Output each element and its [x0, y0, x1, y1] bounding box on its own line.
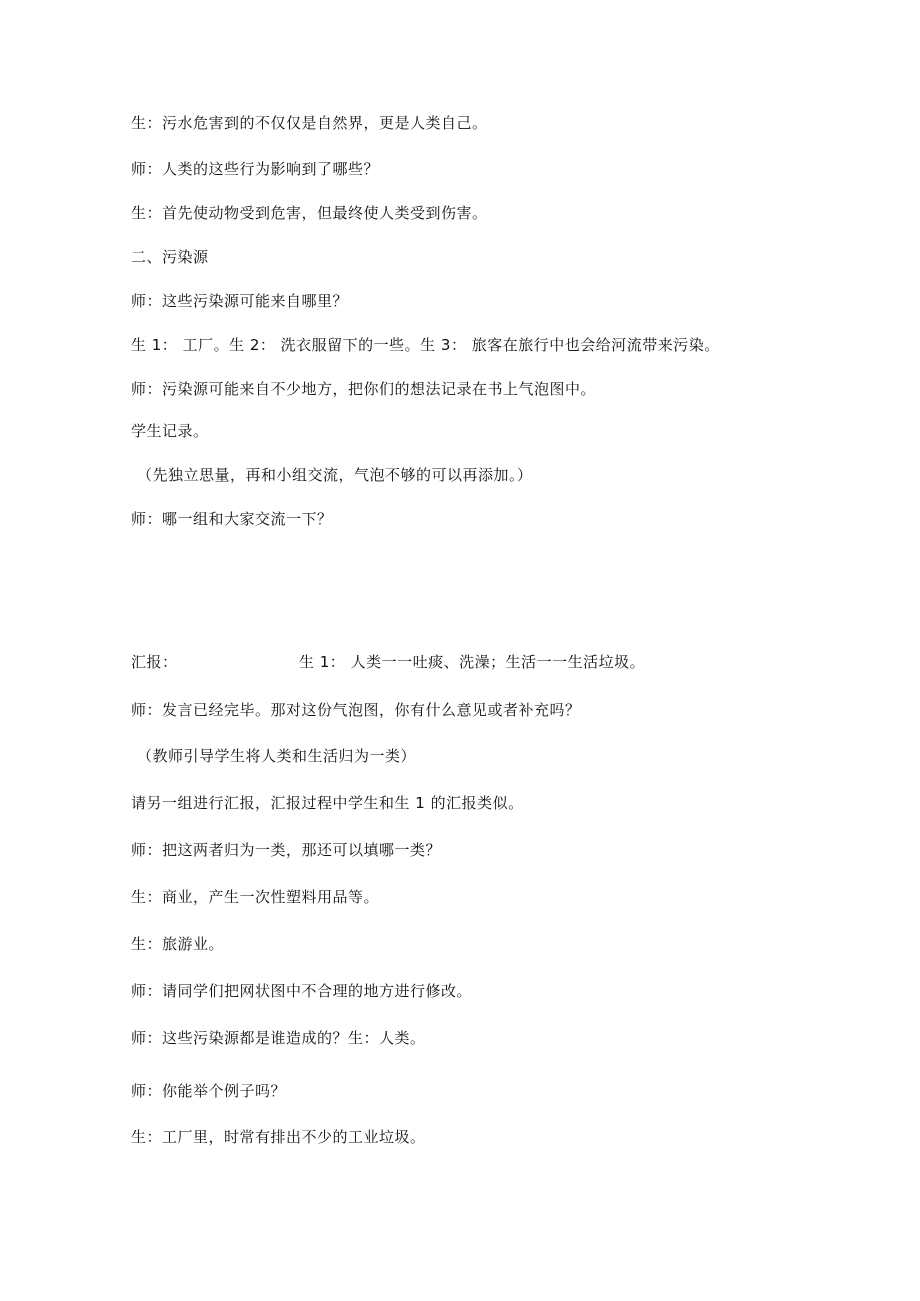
paragraph: 生：污水危害到的不仅仅是自然界，更是人类自己。: [131, 114, 488, 132]
paragraph: 生：商业，产生一次性塑料用品等。: [131, 888, 380, 906]
paragraph: 师：污染源可能来自不少地方，把你们的想法记录在书上气泡图中。: [131, 380, 597, 398]
paragraph: （先独立思量，再和小组交流，气泡不够的可以再添加。）: [137, 466, 533, 484]
paragraph: 师：这些污染源都是谁造成的？生：人类。: [131, 1029, 426, 1047]
paragraph: 师：发言已经完毕。那对这份气泡图，你有什么意见或者补充吗？: [131, 701, 581, 719]
paragraph: 师：请同学们把网状图中不合理的地方进行修改。: [131, 982, 473, 1000]
paragraph: 师：把这两者归为一类，那还可以填哪一类？: [131, 841, 442, 859]
paragraph: 学生记录。: [131, 422, 209, 440]
paragraph: 师：这些污染源可能来自哪里？: [131, 292, 349, 310]
paragraph: 师：哪一组和大家交流一下？: [131, 510, 333, 528]
paragraph: 生：首先使动物受到危害，但最终使人类受到伤害。: [131, 204, 488, 222]
paragraph: （教师引导学生将人类和生活归为一类）: [137, 747, 417, 765]
paragraph: 生 1： 工厂。生 2： 洗衣服留下的一些。生 3： 旅客在旅行中也会给河流带来污染。: [131, 336, 720, 354]
paragraph: 生：工厂里，时常有排出不少的工业垃圾。: [131, 1128, 426, 1146]
report-content: 生 1： 人类一一吐痰、洗澡；生活一一生活垃圾。: [299, 653, 646, 671]
report-label: 汇报：: [131, 653, 178, 671]
paragraph: 生：旅游业。: [131, 935, 225, 953]
paragraph: 师：人类的这些行为影响到了哪些？: [131, 160, 380, 178]
section-heading: 二、污染源: [131, 248, 209, 266]
paragraph: 请另一组进行汇报，汇报过程中学生和生 1 的汇报类似。: [131, 794, 524, 812]
paragraph: 师：你能举个例子吗？: [131, 1082, 287, 1100]
